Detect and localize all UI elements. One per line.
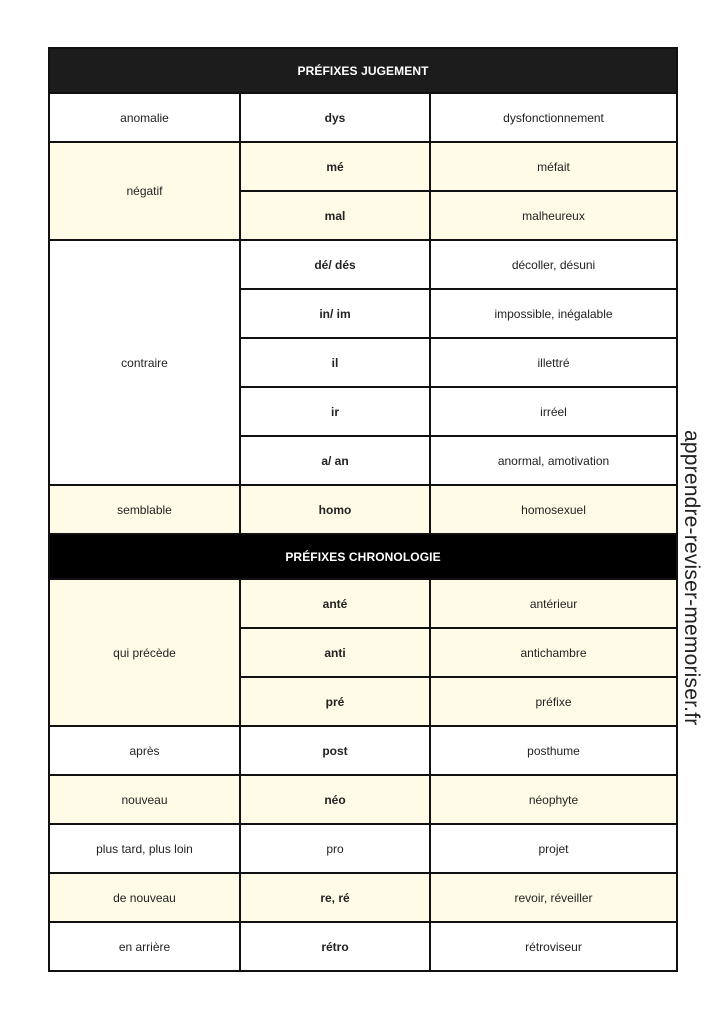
meaning-cell: de nouveau [49, 873, 240, 922]
prefix-cell: post [240, 726, 430, 775]
example-cell: décoller, désuni [430, 240, 677, 289]
table-row [49, 775, 677, 824]
meaning-cell: contraire [49, 240, 240, 485]
table-row [49, 824, 677, 873]
prefix-cell: dé/ dés [240, 240, 430, 289]
site-watermark: apprendre-reviser-memoriser.fr [680, 430, 703, 726]
section-header-row [49, 48, 677, 93]
example-cell: homosexuel [430, 485, 677, 534]
meaning-cell: négatif [49, 142, 240, 240]
prefix-cell: mé [240, 142, 430, 191]
section-header-row [49, 534, 677, 579]
table-row [49, 142, 677, 191]
example-cell: rétroviseur [430, 922, 677, 971]
table-row [49, 873, 677, 922]
prefix-cell: anti [240, 628, 430, 677]
meaning-cell: après [49, 726, 240, 775]
example-cell: néophyte [430, 775, 677, 824]
example-cell: antichambre [430, 628, 677, 677]
prefix-cell: il [240, 338, 430, 387]
example-cell: dysfonctionnement [430, 93, 677, 142]
example-cell: posthume [430, 726, 677, 775]
meaning-cell: anomalie [49, 93, 240, 142]
example-cell: irréel [430, 387, 677, 436]
example-cell: malheureux [430, 191, 677, 240]
prefix-cell: mal [240, 191, 430, 240]
prefix-cell: re, ré [240, 873, 430, 922]
section-title-chronologie: PRÉFIXES CHRONOLOGIE [49, 534, 677, 579]
table-row [49, 726, 677, 775]
example-cell: illettré [430, 338, 677, 387]
prefix-cell: a/ an [240, 436, 430, 485]
meaning-cell: semblable [49, 485, 240, 534]
table-row [49, 579, 677, 628]
table-row [49, 93, 677, 142]
meaning-cell: en arrière [49, 922, 240, 971]
example-cell: antérieur [430, 579, 677, 628]
table-row [49, 922, 677, 971]
example-cell: projet [430, 824, 677, 873]
table-row [49, 240, 677, 289]
example-cell: préfixe [430, 677, 677, 726]
meaning-cell: nouveau [49, 775, 240, 824]
example-cell: anormal, amotivation [430, 436, 677, 485]
prefix-cell: pré [240, 677, 430, 726]
prefix-cell: rétro [240, 922, 430, 971]
example-cell: revoir, réveiller [430, 873, 677, 922]
prefix-cell: ir [240, 387, 430, 436]
prefix-cell: homo [240, 485, 430, 534]
example-cell: méfait [430, 142, 677, 191]
prefix-cell: néo [240, 775, 430, 824]
prefix-table [48, 47, 678, 972]
meaning-cell: plus tard, plus loin [49, 824, 240, 873]
section-title-jugement: PRÉFIXES JUGEMENT [49, 48, 677, 93]
prefix-cell: dys [240, 93, 430, 142]
example-cell: impossible, inégalable [430, 289, 677, 338]
prefix-cell: pro [240, 824, 430, 873]
prefix-cell: in/ im [240, 289, 430, 338]
prefix-cell: anté [240, 579, 430, 628]
meaning-cell: qui précède [49, 579, 240, 726]
table-row [49, 485, 677, 534]
